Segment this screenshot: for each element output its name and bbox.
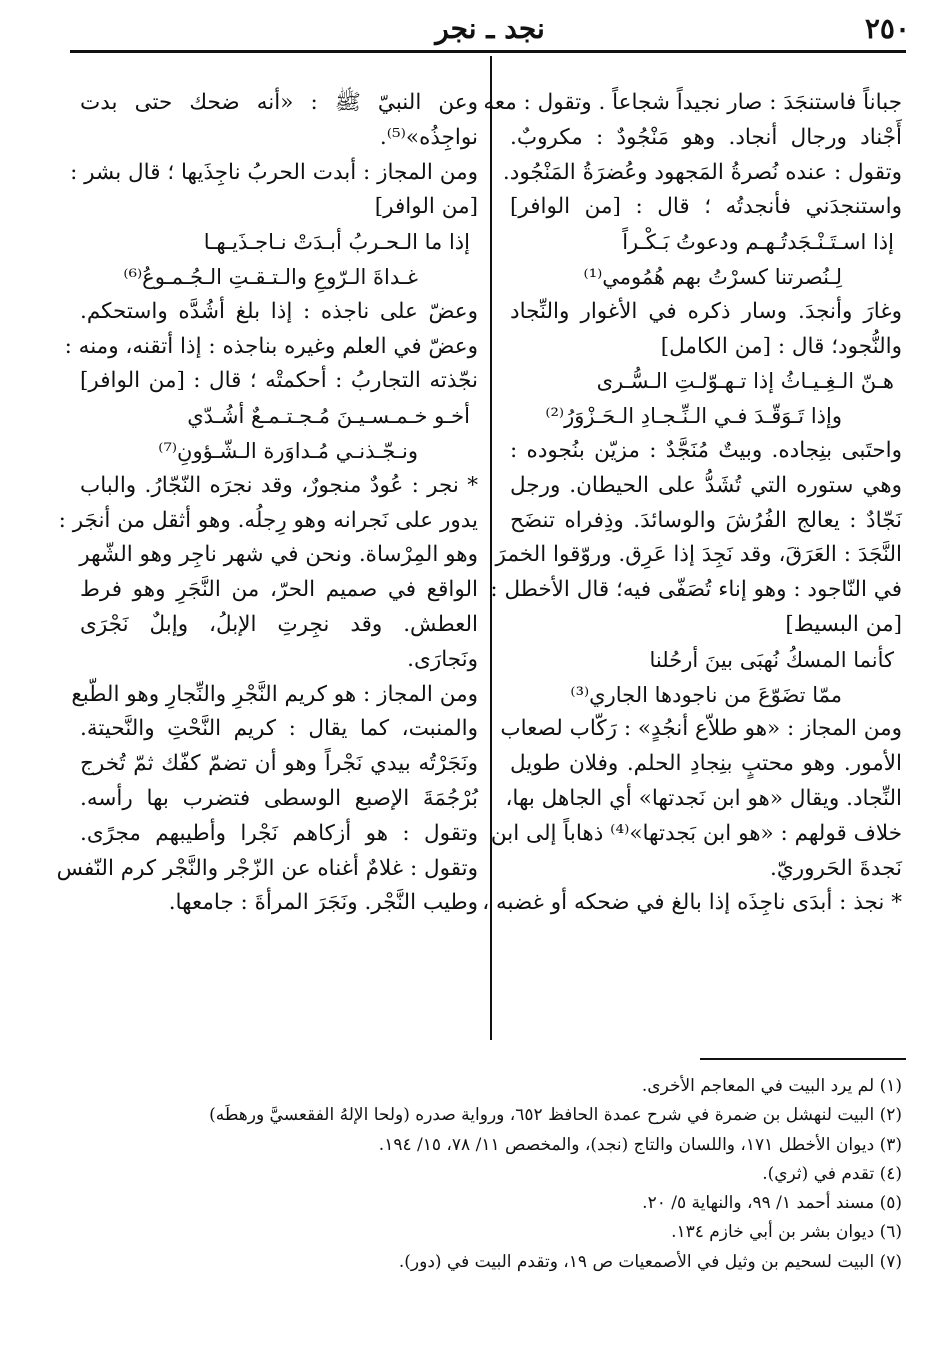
left-column-text-line: وعضّ في العلم وغيره بناجذه : إذا أتقنه، ومنه :	[64, 333, 478, 359]
right-column-text-line: خلاف قولهم : «هو ابن بَجدتها»⁽⁴⁾ ذهاباً إلى ابن	[490, 820, 902, 846]
right-column-text-line: والنُّجود؛ قال : [من الكامل]	[660, 333, 902, 359]
footnote: (٤) تقدم في (ثري).	[762, 1163, 902, 1184]
footnote: (٣) ديوان الأخطل ١٧١، واللسان والتاج (نجد)، والمخصص ١١/ ٧٨، ١٥/ ١٩٤.	[378, 1134, 902, 1155]
header-divider	[70, 50, 906, 53]
right-column-text-line: واستنجدَني فأنجدتُه ؛ قال : [من الوافر]	[510, 194, 902, 220]
footnote-divider	[700, 1058, 906, 1060]
right-column-verse-line: ممّا تضَوّعَ من ناجودها الجاري⁽³⁾	[570, 682, 842, 707]
right-column-text-line: الأمور. وهو محتبٍ بنِجادِ الحلم. وفلان طويل	[510, 751, 902, 777]
left-column-text-line: نجّذته التجاربُ : أحكمتْه ؛ قال : [من الوافر]	[80, 368, 478, 394]
page-number: ٢٥٠	[864, 12, 910, 45]
right-column	[482, 86, 902, 921]
left-column-text-line: يدور على نَجرانه وهو رِجلُه. وهو أثقل من أنجَر :	[58, 507, 478, 533]
right-column-text-line: جباناً فاستنجَدَ : صار نجيداً شجاعاً . وتقول : معه	[483, 90, 902, 115]
left-column-text-line: وتقول : غلامٌ أغناه عن الزّجْر والنَّجْر كرم النّفس	[56, 855, 478, 881]
right-column-verse-line: كأنما المسكُ نُهبَى بينَ أرحُلنا	[649, 647, 894, 672]
footnotes	[80, 1072, 902, 1277]
right-column-text-line: ومن المجاز : «هو طلاّع أنجُدٍ» : رَكّاب لصعاب	[500, 716, 902, 742]
right-column-text-line: وتقول : عنده نُصرةُ المَجهود وعُضرَةُ المَنْجُود.	[502, 159, 902, 185]
left-column-text-line: الواقع في صميم الحرّ، من النَّجَرِ وهو فرط	[80, 577, 478, 603]
left-column-text-line: والمنبت، كما يقال : كريم النَّحْتِ والنَّحيتة.	[80, 716, 478, 742]
footnote: (٦) ديوان بشر بن أبي خازم ١٣٤.	[671, 1222, 902, 1243]
left-column-text-line: ومن المجاز : هو كريم النَّجْرِ والنِّجارِ وهو الطّبع	[71, 681, 478, 707]
footnote: (٥) مسند أحمد ١/ ٩٩، والنهاية ٥/ ٢٠.	[642, 1193, 902, 1214]
left-column-text-line: ومن المجاز : أبدت الحربُ ناجِذَيها ؛ قال بشر :	[70, 159, 478, 185]
right-column-verse-line: وإذا تَـوَقّـدَ فـي الـنِّـجـادِ الـحَـزْوَرُ⁽²⁾	[545, 404, 842, 429]
footnote: (١) لم يرد البيت في المعاجم الأخرى.	[641, 1076, 902, 1096]
left-column-text-line: نواجِذُه»⁽⁵⁾.	[379, 124, 478, 150]
left-column-verse-line: أخـو خـمـسـيـنَ مُـجـتـمـعٌ أشُـدّي	[187, 404, 470, 429]
page-header	[70, 8, 910, 50]
left-column-text-line: وطيب النَّجْر. ونَجَرَ المرأةَ : جامعها.	[168, 890, 478, 916]
left-column-verse-line: غـداةَ الـرّوعِ والـتـقـتِ الـجُـمـوعُ⁽⁶⁾	[123, 264, 418, 289]
right-column-text-line: النَّجَدَ : العَرَقَ، وقد نَجِدَ إذا عَرِق. وروّقوا الخمرَ	[495, 542, 902, 568]
footnote: (٢) البيت لنهشل بن ضمرة في شرح عمدة الحافظ ٦٥٢، ورواية صدره (ولحا الإلهُ الفقعسيَّ ورهطَه)	[209, 1105, 902, 1126]
right-column-verse-line: إذا اسـتَـنْـجَدتُـهـم ودعوتُ بَـكْـراً	[622, 230, 894, 255]
right-column-text-line: نَجّادٌ : يعالج الفُرُشَ والوسائدَ. وذِفراه تنضَح	[510, 507, 902, 533]
left-column-text-line: ونَجارَى.	[407, 646, 478, 672]
left-column-text-line: بُرْجُمَةَ الإصبع الوسطى فتضرب بها رأسه.	[80, 785, 478, 811]
footnote: (٧) البيت لسحيم بن وثيل في الأصمعيات ص ١٩، وتقدم البيت في (دور).	[398, 1251, 902, 1272]
left-column-verse-line: ونـجّـذنـي مُـداوَرة الـشّـؤونِ⁽⁷⁾	[158, 438, 418, 463]
right-column-text-line: في النّاجود : وهو إناء تُصَفّى فيه؛ قال الأخطل :	[490, 577, 902, 603]
right-column-text-line: نَجدةَ الحَروريّ.	[770, 855, 902, 881]
left-column-verse-line: إذا ما الـحـربُ أبـدَتْ نـاجـذَيـهـا	[203, 230, 470, 255]
right-column-text-line: وهي ستوره التي تُشَدُّ على الحيطان. ورجل	[510, 472, 902, 498]
left-column-text-line: العطش. وقد نجِرتِ الإبلُ، وإبلٌ نَجْرَى	[80, 611, 478, 637]
page-title: نجد ـ نجر	[435, 12, 545, 45]
left-column-text-line: [من الوافر]	[374, 194, 478, 220]
right-column-verse-line: لِـنُصرتنا كسرْتُ بهم هُمُومي⁽¹⁾	[583, 264, 842, 289]
left-column-text-line: وعضّ على ناجذه : إذا بلغ أشُدَّه واستحكم.	[80, 298, 478, 324]
left-column-text-line: وهو المِرْساة. ونحن في شهر ناجِر وهو الشّهر	[79, 542, 478, 568]
left-column-text-line: * نجر : عُودٌ منجورٌ، وقد نجرَه النّجّارُ. والباب	[80, 472, 478, 498]
right-column-text-line: وغارَ وأنجدَ. وسار ذكره في الأغوار والنِّجاد	[510, 298, 902, 324]
right-column-text-line: واحتَبى بنِجاده. وبيتٌ مُنَجَّدٌ : مزيّن بنُجوده :	[510, 437, 902, 463]
right-column-text-line: * نجذ : أبدَى ناجِذَه إذا بالغ في ضحكه أو غضبه ،	[482, 890, 902, 916]
right-column-text-line: النِّجاد. ويقال «هو ابن نَجدتها» أي الجاهل بها،	[505, 785, 902, 811]
left-column-text-line: وعن النبيّ ﷺ : «أنه ضحك حتى بدت	[80, 90, 478, 115]
left-column-text-line: ونَجَرْتُه بيدي نَجْراً وهو أن تضمّ كفّك ثمّ تُخرج	[80, 751, 478, 777]
left-column-text-line: وتقول : هو أزكاهم نَجْرا وأطيبهم مجرًى.	[80, 820, 478, 846]
right-column-verse-line: هـنّ الـغِـيـاثُ إذا تـهـوّلـتِ الـسُّـرى	[596, 369, 894, 394]
right-column-text-line: أَجْناد ورجال أنجاد. وهو مَنْجُودٌ : مكروبٌ.	[510, 124, 902, 150]
left-column	[56, 86, 478, 921]
right-column-text-line: [من البسيط]	[785, 611, 902, 637]
